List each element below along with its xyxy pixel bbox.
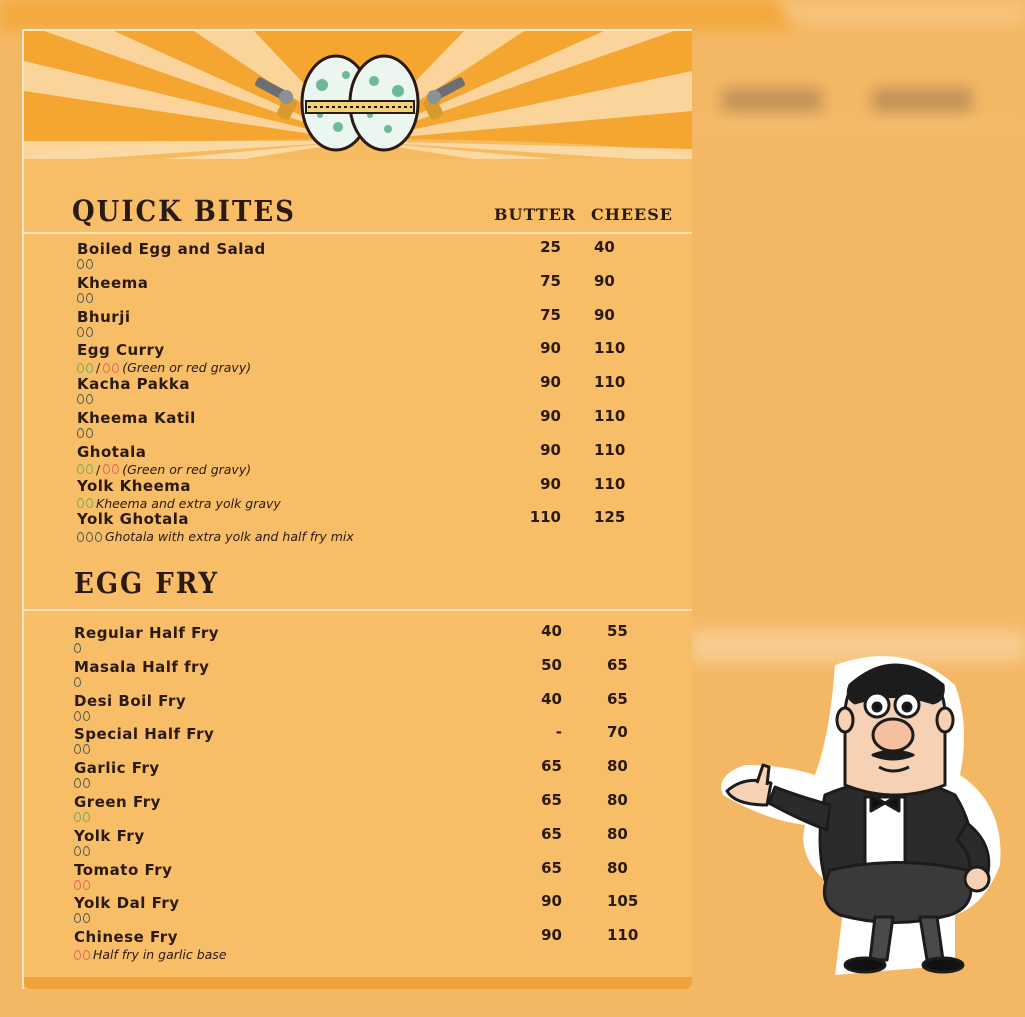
- butter-price: 65: [541, 791, 562, 809]
- cheese-price: 80: [607, 858, 628, 877]
- menu-item-name: Special Half Fry: [74, 725, 215, 744]
- menu-item-name: Masala Half fry: [74, 657, 210, 676]
- bg-header-blur: [872, 88, 972, 112]
- menu-item-name: Chinese Fry: [74, 928, 178, 947]
- egg-icon: [77, 394, 84, 404]
- menu-item-name: Ghotala: [77, 442, 147, 461]
- cheese-price: 90: [594, 271, 615, 290]
- waiter-illustration: [705, 645, 1015, 985]
- egg-icon: [83, 913, 90, 923]
- egg-icon: [86, 293, 93, 303]
- butter-price: 50: [541, 655, 562, 674]
- menu-item-details: [74, 846, 145, 856]
- menu-item-name: Kheema: [77, 273, 149, 292]
- menu-item-details: [74, 744, 214, 754]
- cheese-price: 125: [594, 508, 626, 527]
- slash-separator: /: [96, 360, 101, 376]
- egg-icon: [77, 532, 84, 542]
- menu-item-name: Yolk Ghotala: [77, 510, 189, 529]
- menu-item-name: Kacha Pakka: [77, 375, 190, 394]
- butter-price: 90: [541, 892, 562, 911]
- egg-rating-icons: [74, 744, 90, 754]
- menu-item-note: Ghotala with extra yolk and half fry mix: [105, 529, 354, 545]
- egg-rating-icons: [74, 711, 90, 721]
- menu-item-details: [77, 360, 251, 375]
- menu-item-details: [74, 778, 160, 788]
- menu-item: [77, 510, 354, 544]
- revolver-icon: [254, 76, 298, 121]
- egg-icon: [74, 913, 81, 923]
- butter-price: 90: [540, 440, 561, 459]
- menu-item-details: [77, 428, 196, 438]
- cheese-price: 110: [594, 407, 626, 425]
- menu-card: [22, 29, 692, 989]
- butter-price: 40: [541, 689, 562, 708]
- egg-rating-icons: [77, 293, 93, 303]
- cheese-price: 65: [607, 655, 628, 674]
- egg-icon: [74, 677, 81, 687]
- egg-icon: [77, 327, 84, 337]
- menu-item: [77, 443, 251, 477]
- egg-icon: [83, 812, 90, 822]
- cheese-price: 90: [594, 305, 615, 324]
- cheese-column-header: CHEESE: [591, 205, 673, 224]
- cheese-price: 110: [607, 926, 639, 945]
- egg-icon: [74, 744, 81, 754]
- menu-item: [77, 308, 130, 337]
- menu-item-name: Regular Half Fry: [74, 624, 220, 642]
- egg-icon: [74, 880, 81, 890]
- egg-rating-icons: [77, 498, 93, 508]
- butter-price: 90: [540, 373, 561, 392]
- egg-rating-icons: [77, 394, 93, 404]
- cheese-price: 40: [594, 238, 615, 256]
- menu-item: [77, 240, 266, 269]
- quick-bites-title: QUICK BITES: [72, 195, 296, 229]
- cheese-price: 110: [594, 373, 626, 392]
- butter-price: 75: [540, 271, 561, 290]
- menu-item: [74, 827, 145, 856]
- butter-price: 90: [541, 926, 562, 945]
- menu-item: [77, 341, 251, 375]
- egg-icon: [77, 428, 84, 438]
- butter-price: 90: [540, 474, 561, 493]
- butter-column-header: BUTTER: [494, 205, 577, 224]
- egg-icon: [74, 812, 81, 822]
- cheese-price: 110: [594, 339, 626, 358]
- menu-item-details: [77, 293, 148, 303]
- menu-item: [74, 624, 219, 653]
- butter-price: 65: [541, 858, 562, 877]
- cheese-price: 110: [594, 474, 626, 493]
- butter-price: 90: [540, 407, 561, 425]
- egg-icon: [86, 464, 93, 474]
- egg-logo-icon: [250, 45, 470, 161]
- cheese-price: 70: [607, 723, 628, 742]
- menu-item-details: [77, 496, 281, 511]
- egg-icon: [74, 711, 81, 721]
- egg-icon: [103, 464, 110, 474]
- bg-rule: [690, 125, 1025, 127]
- menu-item-name: Egg Curry: [77, 341, 165, 360]
- menu-item: [74, 793, 161, 822]
- section-divider: [24, 609, 692, 611]
- menu-item-note: (Green or red gravy): [122, 360, 252, 376]
- menu-item: [77, 409, 196, 438]
- egg-rating-icons: [77, 428, 93, 438]
- menu-item-name: Garlic Fry: [74, 759, 160, 778]
- cheese-price: 110: [594, 440, 626, 459]
- menu-item-name: Yolk Fry: [74, 826, 145, 845]
- butter-price: 90: [540, 339, 561, 358]
- egg-icon: [86, 363, 93, 373]
- egg-rating-icons: [74, 643, 81, 653]
- menu-item: [74, 759, 160, 788]
- menu-item-details: [74, 643, 219, 653]
- menu-item-details: [74, 880, 172, 890]
- egg-rating-icons: [77, 259, 93, 269]
- egg-icon: [77, 259, 84, 269]
- menu-item-name: Green Fry: [74, 793, 161, 811]
- butter-price: 65: [541, 757, 562, 776]
- menu-item: [74, 725, 214, 754]
- menu-item-name: Tomato Fry: [74, 860, 173, 879]
- egg-rating-icons: [74, 846, 90, 856]
- butter-price: 40: [541, 622, 562, 640]
- egg-icon: [74, 846, 81, 856]
- egg-icon: [83, 744, 90, 754]
- slash-separator: /: [96, 461, 101, 477]
- egg-icon: [77, 464, 84, 474]
- menu-item-details: [74, 947, 227, 962]
- egg-icon: [112, 363, 119, 373]
- menu-item-name: Yolk Kheema: [77, 476, 192, 495]
- egg-rating-icons: [74, 880, 90, 890]
- egg-rating-icons: [77, 327, 93, 337]
- egg-icon: [86, 259, 93, 269]
- menu-item: [77, 477, 281, 511]
- egg-icon: [86, 532, 93, 542]
- egg-icon: [86, 498, 93, 508]
- menu-item-name: Kheema Katil: [77, 409, 196, 427]
- menu-item-details: [74, 913, 180, 923]
- egg-icon: [74, 778, 81, 788]
- menu-item-note: Kheema and extra yolk gravy: [96, 495, 281, 511]
- menu-item: [74, 928, 227, 962]
- cheese-price: 55: [607, 622, 628, 640]
- egg-rating-icons: [74, 913, 90, 923]
- egg-icon: [83, 846, 90, 856]
- butter-price: -: [555, 723, 562, 742]
- egg-rating-icons: [74, 677, 81, 687]
- egg-rating-icons: [74, 778, 90, 788]
- menu-item: [74, 692, 186, 721]
- cheese-price: 80: [607, 757, 628, 776]
- egg-icon: [95, 532, 102, 542]
- menu-item: [74, 658, 209, 687]
- menu-item-details: [74, 812, 161, 822]
- menu-item-details: [77, 462, 251, 477]
- egg-rating-icons: [77, 532, 102, 542]
- cheese-price: 105: [607, 892, 639, 911]
- egg-icon: [83, 880, 90, 890]
- menu-item-details: [77, 529, 354, 544]
- egg-icon: [112, 464, 119, 474]
- card-bottom-bar: [24, 977, 692, 989]
- egg-icon: [83, 711, 90, 721]
- butter-price: 75: [540, 305, 561, 324]
- menu-item: [77, 375, 190, 404]
- menu-item-details: [77, 327, 130, 337]
- menu-item-name: Desi Boil Fry: [74, 691, 187, 710]
- menu-item-details: [77, 259, 266, 269]
- menu-item-details: [74, 711, 186, 721]
- butter-price: 110: [529, 508, 561, 527]
- menu-item-name: Yolk Dal Fry: [74, 894, 180, 913]
- egg-icon: [77, 363, 84, 373]
- menu-item-note: (Green or red gravy): [122, 461, 252, 477]
- menu-item-name: Bhurji: [77, 307, 131, 326]
- menu-item: [77, 274, 148, 303]
- cheese-price: 80: [607, 791, 628, 809]
- menu-item: [74, 861, 172, 890]
- egg-fry-title: EGG FRY: [74, 567, 220, 601]
- menu-item: [74, 894, 180, 923]
- egg-rating-icons: [77, 360, 119, 375]
- menu-item-name: Boiled Egg and Salad: [77, 240, 266, 258]
- bg-top-accent: [780, 0, 1025, 28]
- revolver-icon: [422, 76, 466, 121]
- egg-rating-icons: [74, 812, 90, 822]
- menu-item-note: Half fry in garlic base: [93, 947, 227, 963]
- egg-rating-icons: [74, 950, 90, 960]
- egg-icon: [77, 498, 84, 508]
- egg-icon: [103, 363, 110, 373]
- egg-icon: [86, 428, 93, 438]
- egg-icon: [83, 950, 90, 960]
- egg-icon: [86, 394, 93, 404]
- egg-icon: [86, 327, 93, 337]
- egg-icon: [74, 950, 81, 960]
- egg-icon: [77, 293, 84, 303]
- egg-icon: [74, 643, 81, 653]
- egg-icon: [83, 778, 90, 788]
- menu-item-details: [74, 677, 209, 687]
- cheese-price: 65: [607, 689, 628, 708]
- butter-price: 25: [540, 238, 561, 256]
- menu-item-details: [77, 394, 190, 404]
- section-divider: [24, 232, 692, 234]
- bg-header-blur: [722, 88, 822, 112]
- butter-price: 65: [541, 824, 562, 843]
- cheese-price: 80: [607, 824, 628, 843]
- egg-rating-icons: [77, 462, 119, 477]
